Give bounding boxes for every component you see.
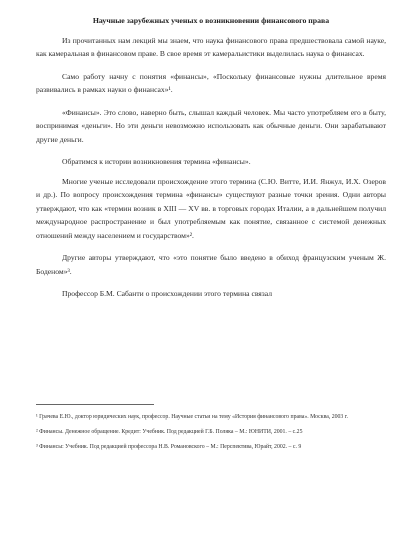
footnote-1: ¹ Грачева Е.Ю., доктор юридических наук, профессор. Научные статьи на тему «История финансового права». Москва, 2003 г. [36,414,348,420]
paragraph: Обратимся к истории возникновения термина «финансы». [62,157,251,166]
paragraph: Из прочитанных нам лекций мы знаем, что наука финансового права предшествовала самой науке, как камеральная в финансовом праве. В свое время эт камеральистики выделилась наука о финансах. [36,35,386,58]
paragraph: Другие авторы утверждают, что «это понятие было введено в обиход французским ученым Ж. Боденом»³. [36,253,386,276]
paragraph: Профессор Б.М. Сабанти о происхождении этого термина связал [62,289,273,298]
footnote-2: ² Финансы. Денежное обращение. Кредит: Учебник. Под редакцией Г.Б. Поляка – М.: ЮНИТИ, 2001. – с.25 [36,429,303,435]
document-title: Научные зарубежных ученых о возникновении финансового права [92,16,330,25]
footnotes-section [36,404,386,457]
footnote-divider [36,404,154,405]
paragraph: Многие ученые исследовали происхождение этого термина (С.Ю. Витте, И.И. Янжул, И.Х. Озеров и др.). По вопросу происхождения термина «финансы» существуют разные точки зрения. Одни авторы утверждают, что как «термин возник в XIII — XV вв. в торговых городах Италии, а в дальнейшем получил международное распространение и был употребляемым как понятие, связанное с системой денежных отношений между населением и государством»². [36,176,386,240]
document-body [36,14,386,310]
paragraph: «Финансы». Это слово, наверно быть, слышал каждый человек. Мы часто употребляем его в быту, воспринимая «деньги». Но эти деньги невозможно использовать как обычные деньги. Они зарабатывают другие деньги. [36,107,386,144]
paragraph: Само работу начну с понятия «финансы», «Поскольку финансовые нужны длительное время развивались в рамках науки о финансах»¹. [36,71,386,94]
footnote-3: ³ Финансы: Учебник. Под редакцией профессора Н.В. Романовского – М.: Перспектива, Юрайт, 2002. – с. 9 [36,444,302,450]
